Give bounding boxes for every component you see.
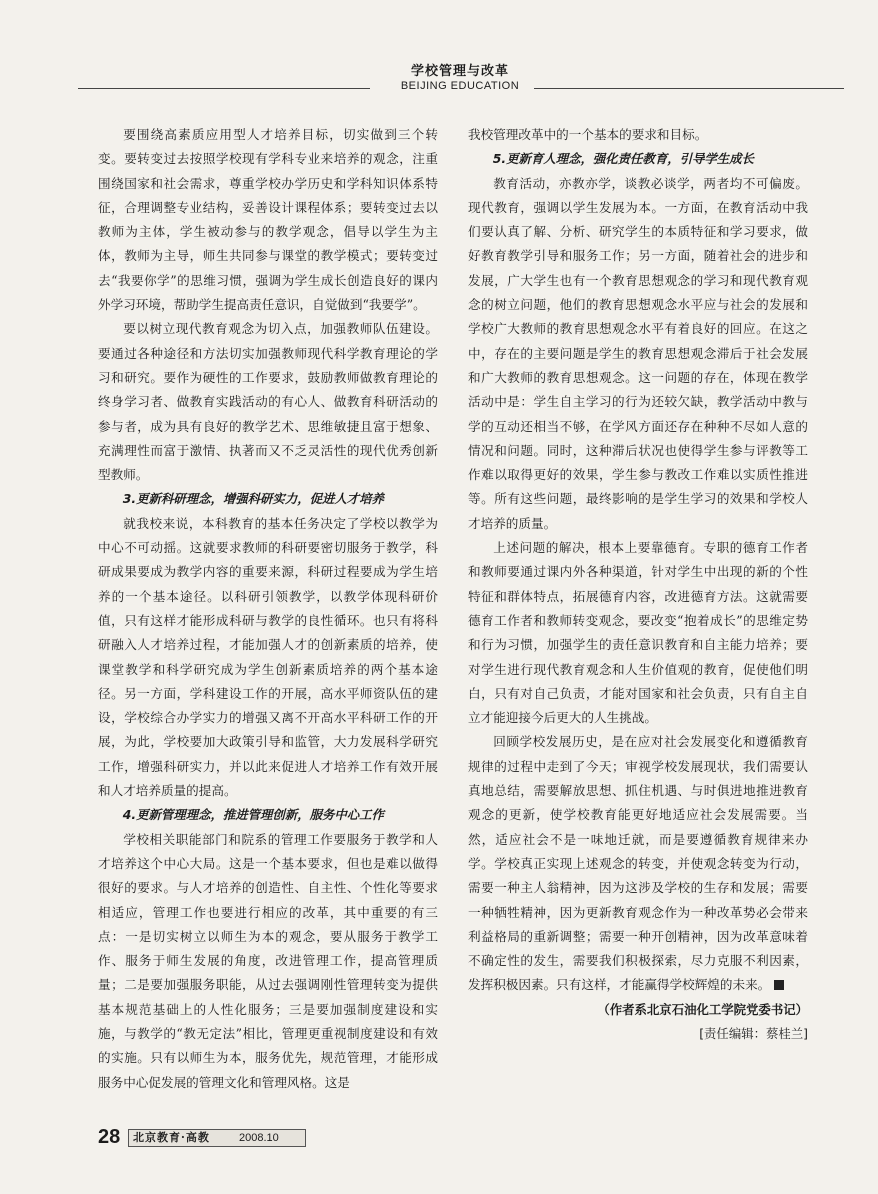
journal-english-name: BEIJING EDUCATION: [400, 80, 520, 92]
text: 要以树立现代教育观念为切入点，加强教师队伍建设。要通过各种途径和方法切实加强教师现代科学教育理论的学习和研究。要作为硬性的工作要求，鼓励教师做教育理论的终身学习者、做教育实践活动的有心人、做教育科研活动的参与者，成为具有良好的教学艺术、思维敏捷且富于想象、充满理性而富于激情、执著而又不乏灵活性的现代优秀创新型教师。: [98, 321, 438, 483]
text: 教育活动，亦教亦学，谈教必谈学，两者均不可偏废。现代教育，强调以学生发展为本。一方面，在教育活动中我们要认真了解、分析、研究学生的本质特征和学习要求，做好教育教学引导和服务工作；另一方面，随着社会的进步和发展，广大学生也有一个教育思想观念的学习和现代教育观念的树立问题，他们的教育思想观念水平应与社会的发展和学校广大教师的教育思想观念水平有着良好的回应。在这之中，存在的主要问题是学生的教育思想观念滞后于社会发展和广大教师的教育思想观念。这一问题的存在，体现在教学活动中是：学生自主学习的行为还较欠缺，教学活动中教与学的互动还相当不够，在学风方面还存在种种不尽如人意的情况和问题。同时，这种滞后状况也使得学生参与评教等工作难以取得更好的效果，学生参与教改工作难以实质性推进等。所有这些问题，最终影响的是学生学习的效果和学校人才培养的质量。: [468, 175, 808, 531]
end-of-article-mark: [774, 980, 784, 990]
text: 5.更新育人理念，强化责任教育，引导学生成长: [492, 151, 754, 167]
journal-name: 北京教育·高教: [133, 1131, 210, 1144]
page-number: 28: [98, 1126, 121, 1148]
text: 我校管理改革中的一个基本的要求和目标。: [468, 127, 708, 142]
body-paragraph: [468, 123, 808, 147]
text: 就我校来说，本科教育的基本任务决定了学校以教学为中心不可动摇。这就要求教师的科研要密切服务于教学，科研成果要成为教学内容的重要来源，科研过程要成为学生培养的一个基本途径。以科研引领教学，以教学体现科研价值，只有这样才能形成科研与教学的良性循环。也只有将科研融入人才培养过程，才能加强人才的创新素质的培养，使课堂教学和科学研究成为学生创新素质培养的两个基本途径。另一方面，学科建设工作的开展，高水平师资队伍的建设，学校综合办学实力的增强又离不开高水平科研工作的开展，为此，学校要加大政策引导和监管，大力发展科学研究工作，增强科研实力，并以此来促进人才培养工作有效开展和人才培养质量的提高。: [98, 515, 438, 799]
section-heading: [98, 487, 438, 511]
page-footer: [98, 1126, 398, 1156]
section-heading: [98, 803, 438, 827]
running-header: [0, 58, 878, 98]
body-paragraph: [468, 536, 808, 730]
body-paragraph: [98, 123, 438, 317]
header-rule-right: [534, 88, 844, 89]
body-paragraph: [468, 172, 808, 536]
text: 上述问题的解决，根本上要靠德育。专职的德育工作者和教师要通过课内外各种渠道，针对学生中出现的新的个性特征和群体特点，拓展德育内容，改进德育方法。这就需要德育工作者和教师转变观念，要改变“抱着成长”的思维定势和行为习惯，加强学生的责任意识教育和自主能力培养；要对学生进行现代教育观念和人生价值观的教育，促使他们明白，只有对自己负责，才能对国家和社会负责，只有自主自立才能迎接今后更大的人生挑战。: [468, 540, 808, 726]
text: 学校相关职能部门和院系的管理工作要服务于教学和人才培养这个中心大局。这是一个基本要求，但也是难以做得很好的要求。与人才培养的创造性、自主性、个性化等要求相适应，管理工作也要进行相应的改革，其中重要的有三点：一是切实树立以师生为本的观念，要从服务于教学工作、服务于师生发展的角度，改进管理工作，提高管理质量；二是要加强服务职能，从过去强调刚性管理转变为提供基本规范基础上的人性化服务；三是要加强制度建设和实施，与教学的“教无定法”相比，管理更重视制度建设和有效的实施。只有以师生为本，服务优先，规范管理，才能形成服务中心促发展的管理文化和管理风格。这是: [98, 831, 438, 1090]
text: 回顾学校发展历史，是在应对社会发展变化和遵循教育规律的过程中走到了今天；审视学校发展现状，我们需要认真地总结，需要解放思想、抓住机遇、与时俱进地推进教育观念的更新，使学校教育能更好地适应社会发展需要。当然，适应社会不是一味地迁就，而是要遵循教育规律来办学。学校真正实现上述观念的转变，并使观念转变为行动，需要一种主人翁精神，因为这涉及学校的生存和发展；需要一种牺牲精神，因为更新教育观念作为一种改革势必会带来利益格局的重新调整；需要一种开创精神，因为改革意味着不确定性的发生，需要我们积极探索，尽力克服不利因素，发挥积极因素。只有这样，才能赢得学校辉煌的未来。: [468, 734, 808, 993]
text: 4.更新管理理念，推进管理创新，服务中心工作: [122, 807, 384, 823]
section-title: 学校管理与改革: [410, 64, 509, 79]
body-paragraph: [468, 730, 808, 997]
right-column: [468, 123, 808, 1046]
text: [责任编辑：蔡桂兰]: [699, 1025, 808, 1041]
text: 3.更新科研理念，增强科研实力，促进人才培养: [122, 491, 384, 507]
left-column: [98, 123, 438, 1095]
text: 要围绕高素质应用型人才培养目标，切实做到三个转变。要转变过去按照学校现有学科专业来培养的观念，注重围绕国家和社会需求，尊重学校办学历史和学科知识体系特征，合理调整专业结构，妥善设计课程体系；要转变过去以教师为主体，学生被动参与的教学观念，倡导以学生为主体，教师为主导，师生共同参与课堂的教学模式；要转变过去“我要你学”的思维习惯，强调为学生成长创造良好的课内外学习环境，帮助学生提高责任意识，自觉做到“我要学”。: [98, 127, 438, 313]
body-paragraph: [98, 512, 438, 804]
issue-date: 2008.10: [239, 1132, 279, 1144]
journal-issue-box: [128, 1129, 306, 1147]
header-rule-left: [78, 88, 370, 89]
body-paragraph: [98, 317, 438, 487]
section-heading: [468, 147, 808, 171]
editor-credit: [468, 1022, 808, 1046]
body-paragraph: [98, 828, 438, 1095]
text: （作者系北京石油化工学院党委书记）: [597, 1001, 808, 1017]
author-note: [468, 998, 808, 1022]
